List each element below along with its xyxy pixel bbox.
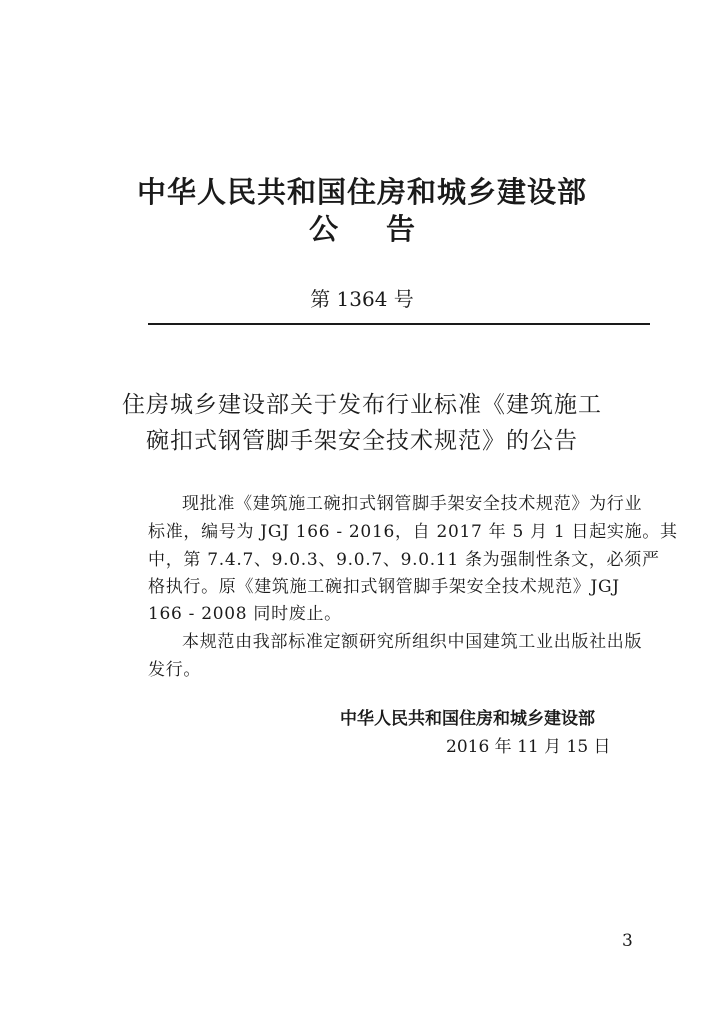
signature-date: 2016 年 11 月 15 日: [446, 737, 611, 757]
subject-line-1: 住房城乡建设部关于发布行业标准《建筑施工: [122, 392, 602, 418]
signatory: 中华人民共和国住房和城乡建设部: [340, 709, 595, 729]
announcement-title: 公告: [308, 212, 463, 246]
body-line: 现批准《建筑施工碗扣式钢管脚手架安全技术规范》为行业: [182, 494, 643, 514]
body-line: 中，第 7.4.7、9.0.3、9.0.7、9.0.11 条为强制性条文，必须严: [148, 550, 660, 570]
body-line: 格执行。原《建筑施工碗扣式钢管脚手架安全技术规范》JGJ: [148, 577, 620, 597]
body-line: 166 - 2008 同时废止。: [148, 604, 342, 624]
header-divider: [148, 323, 650, 325]
body-line: 标准，编号为 JGJ 166 - 2016，自 2017 年 5 月 1 日起实施。其: [148, 522, 678, 542]
subject-line-2: 碗扣式钢管脚手架安全技术规范》的公告: [146, 428, 578, 454]
body-line: 发行。: [148, 660, 202, 680]
ministry-title: 中华人民共和国住房和城乡建设部: [136, 175, 587, 209]
issue-number: 第 1364 号: [310, 287, 414, 311]
body-line: 本规范由我部标准定额研究所组织中国建筑工业出版社出版: [182, 632, 643, 652]
page-number: 3: [622, 931, 633, 951]
